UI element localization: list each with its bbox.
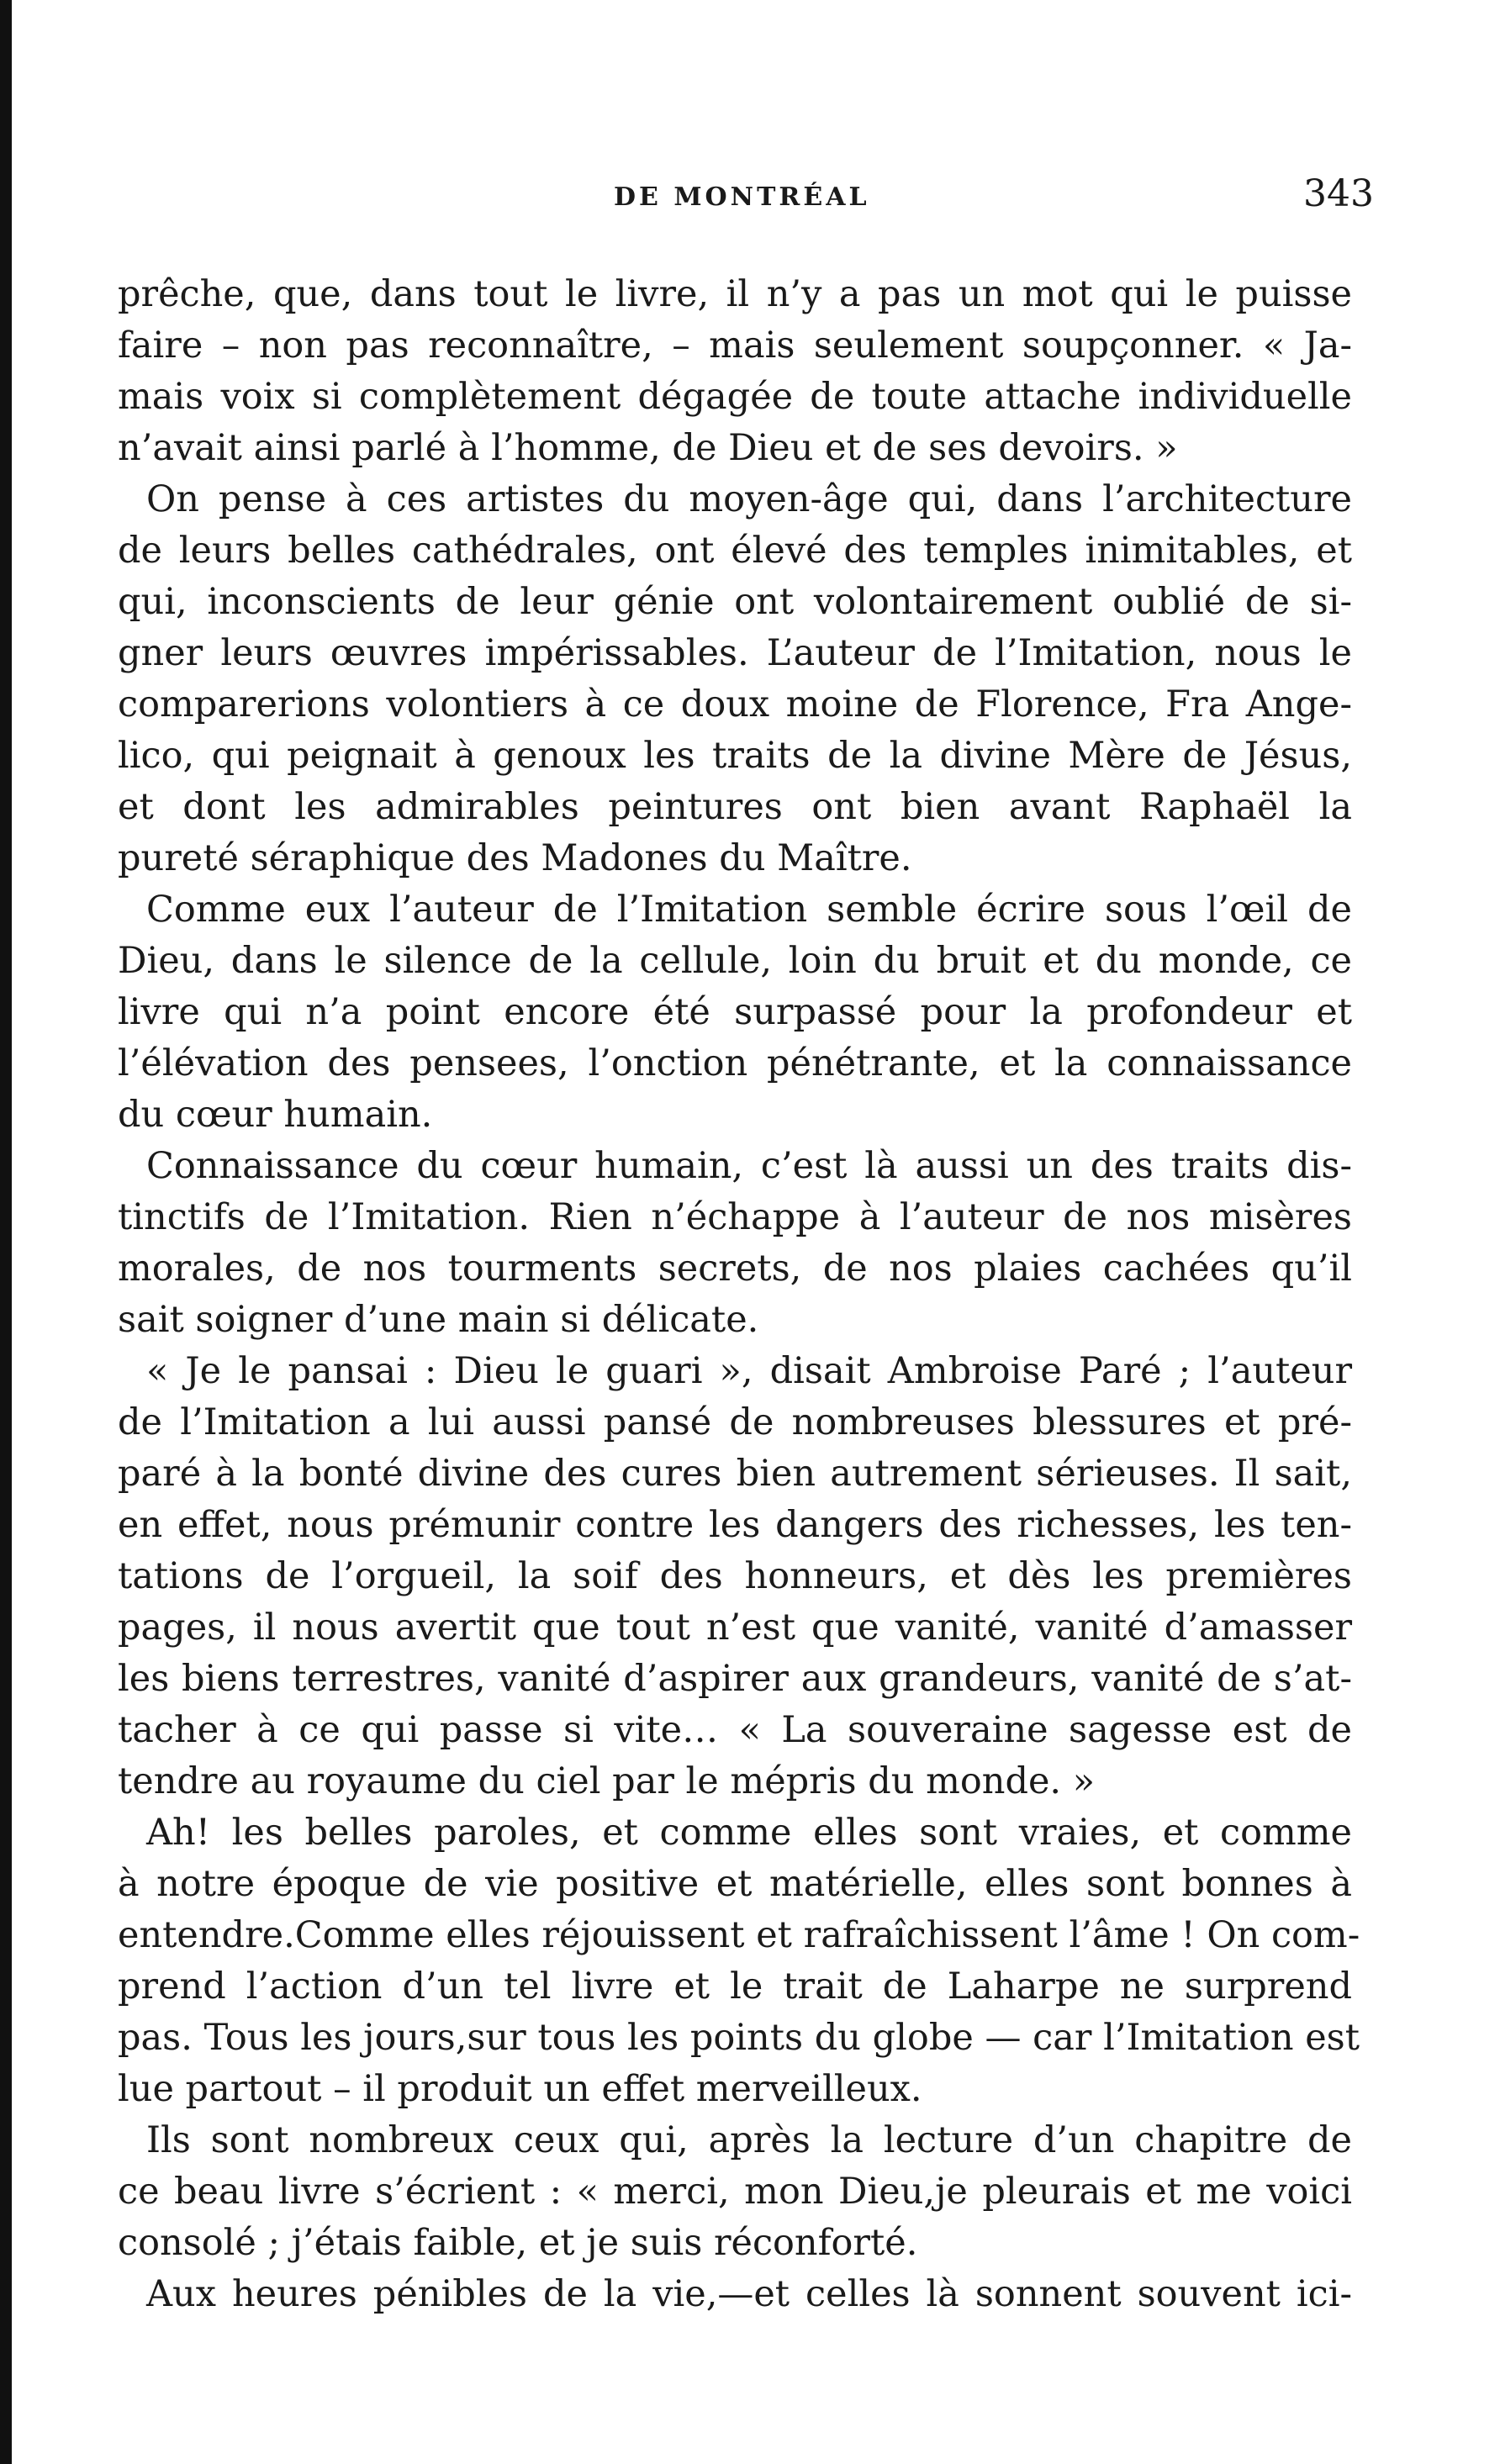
text-line: Connaissance du cœur humain, c’est là aussi un des traits dis-	[146, 1145, 1352, 1187]
text-line: mais voix si complètement dégagée de toute attache individuelle	[118, 376, 1352, 418]
text-line: les biens terrestres, vanité d’aspirer aux grandeurs, vanité de s’at-	[118, 1658, 1352, 1700]
text-line: tinctifs de l’Imitation. Rien n’échappe à l’auteur de nos misères	[118, 1196, 1352, 1238]
text-line: Dieu, dans le silence de la cellule, loin du bruit et du monde, ce	[118, 940, 1352, 982]
text-line: de l’Imitation a lui aussi pansé de nombreuses blessures et pré-	[118, 1401, 1352, 1443]
text-line: pages, il nous avertit que tout n’est que vanité, vanité d’amasser	[118, 1607, 1352, 1649]
text-line: qui, inconscients de leur génie ont volontairement oublié de si-	[118, 581, 1352, 623]
text-line: comparerions volontiers à ce doux moine de Florence, Fra Ange-	[118, 683, 1352, 725]
text-line: morales, de nos tourments secrets, de nos plaies cachées qu’il	[118, 1248, 1352, 1290]
text-line: paré à la bonté divine des cures bien autrement sérieuses. Il sait,	[118, 1453, 1352, 1495]
page-number: 343	[1303, 172, 1374, 215]
text-line: Ah! les belles paroles, et comme elles sont vraies, et comme	[146, 1812, 1352, 1854]
text-line: faire – non pas reconnaître, – mais seulement soupçonner. « Ja-	[118, 324, 1352, 367]
text-line: de leurs belles cathédrales, ont élevé des temples inimitables, et	[118, 530, 1352, 572]
body-text	[118, 269, 1360, 2320]
text-line: du cœur humain.	[118, 1094, 433, 1136]
text-line: n’avait ainsi parlé à l’homme, de Dieu et de ses devoirs. »	[118, 427, 1178, 469]
text-line: prêche, que, dans tout le livre, il n’y a pas un mot qui le puisse	[118, 273, 1352, 315]
text-line: à notre époque de vie positive et matérielle, elles sont bonnes à	[118, 1863, 1352, 1905]
text-line: pas. Tous les jours,sur tous les points du globe — car l’Imitation est	[118, 2017, 1360, 2059]
text-line: tations de l’orgueil, la soif des honneurs, et dès les premières	[118, 1555, 1352, 1597]
text-line: pureté séraphique des Madones du Maître.	[118, 837, 912, 879]
text-line: consolé ; j’étais faible, et je suis réconforté.	[118, 2222, 918, 2264]
text-line: entendre.Comme elles réjouissent et rafraîchissent l’âme ! On com-	[118, 1914, 1360, 1956]
text-line: « Je le pansai : Dieu le guari », disait Ambroise Paré ; l’auteur	[146, 1350, 1352, 1392]
text-line: On pense à ces artistes du moyen-âge qui, dans l’architecture	[146, 478, 1352, 520]
page-spine-edge	[0, 0, 12, 2464]
text-line: en effet, nous prémunir contre les dangers des richesses, les ten-	[118, 1504, 1352, 1546]
text-line: l’élévation des pensees, l’onction pénétrante, et la connaissance	[118, 1042, 1352, 1084]
text-line: gner leurs œuvres impérissables. L’auteur de l’Imitation, nous le	[118, 632, 1352, 674]
text-line: ce beau livre s’écrient : « merci, mon Dieu,je pleurais et me voici	[118, 2171, 1352, 2213]
text-line: lico, qui peignait à genoux les traits de la divine Mère de Jésus,	[118, 735, 1352, 777]
text-line: et dont les admirables peintures ont bien avant Raphaël la	[118, 786, 1352, 828]
text-line: tendre au royaume du ciel par le mépris du monde. »	[118, 1760, 1096, 1802]
text-line: tacher à ce qui passe si vite… « La souveraine sagesse est de	[118, 1709, 1352, 1751]
text-line: sait soigner d’une main si délicate.	[118, 1299, 759, 1341]
text-line: Aux heures pénibles de la vie,—et celles là sonnent souvent ici-	[146, 2273, 1352, 2315]
text-line: lue partout – il produit un effet merveilleux.	[118, 2068, 922, 2110]
text-line: livre qui n’a point encore été surpassé pour la profondeur et	[118, 991, 1352, 1033]
text-line: Comme eux l’auteur de l’Imitation semble écrire sous l’œil de	[146, 889, 1352, 931]
text-line: prend l’action d’un tel livre et le trait de Laharpe ne surprend	[118, 1965, 1352, 2008]
running-title: DE MONTRÉAL	[614, 182, 870, 212]
text-line: Ils sont nombreux ceux qui, après la lecture d’un chapitre de	[146, 2119, 1352, 2161]
page-header	[126, 172, 1399, 223]
